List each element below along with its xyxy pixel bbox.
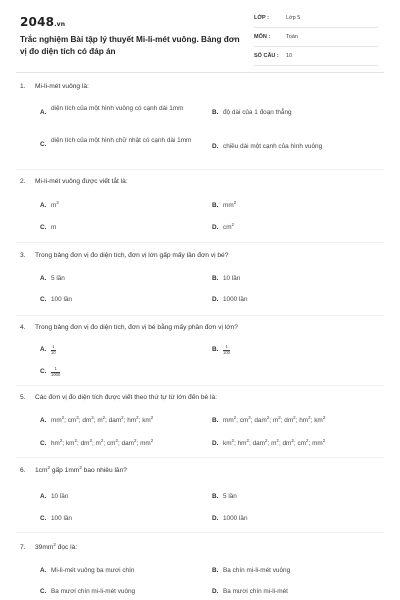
option-text: 100 lần (51, 296, 72, 303)
option-letter: C. (40, 588, 47, 595)
option-letter: A. (40, 417, 47, 424)
question-text: $39mm^2$ đọc là: (35, 542, 78, 551)
quiz-header (0, 0, 400, 74)
unit: $hm^2$; (299, 415, 315, 424)
question-divider (16, 532, 384, 533)
option-letter: D. (212, 296, 219, 303)
question-number: 1. (20, 83, 26, 90)
unit: $mm^2$ (140, 438, 154, 447)
meta-value-class: Lớp 5 (286, 15, 301, 21)
option-letter: D. (212, 588, 219, 595)
question-stem (20, 178, 128, 185)
unit: $dm^2$; (284, 415, 300, 424)
meta-label-subject: MÔN : (254, 34, 271, 40)
option-text (51, 417, 153, 424)
unit: $cm^2$; (67, 415, 83, 424)
option-text (223, 345, 230, 355)
option-letter: B. (212, 275, 219, 282)
question-number: 6. (20, 467, 26, 474)
unit: $m^2$; (271, 438, 283, 447)
question-text: Trong bảng đơn vị đo diện tích, đơn vị bé bằng mấy phần đơn vị lớn? (35, 324, 238, 331)
question-number: 2. (20, 178, 26, 185)
unit: dam$^2$; (254, 415, 273, 424)
unit: $m^2$; (95, 438, 107, 447)
option-text: $m^2$ (51, 200, 59, 209)
logo-suffix: .vn (54, 21, 66, 28)
option-letter: B. (212, 346, 219, 353)
unit: $dm^2$; (82, 415, 98, 424)
site-logo[interactable] (20, 15, 65, 29)
option-text: $cm^2$ (223, 222, 235, 231)
option-text: 5 lần (223, 493, 237, 500)
unit: $km^2$ (314, 415, 326, 424)
question-number: 5. (20, 394, 26, 401)
question-divider (16, 242, 384, 243)
question-stem (20, 544, 77, 551)
unit: $hm^2$; (237, 438, 253, 447)
option-text: Ba chín mi-li-mét vuông (223, 567, 291, 574)
unit: $cm^2$; (239, 415, 255, 424)
option-letter: A. (40, 202, 47, 209)
unit: dam$^2$; (121, 438, 141, 447)
question-text: Mi-li-mét vuông là: (35, 83, 89, 90)
option-text: 1000 lần (223, 515, 248, 522)
unit: $km^2$; (65, 438, 81, 447)
question-stem (20, 394, 217, 401)
question-divider (16, 385, 384, 386)
option-letter: C. (40, 224, 47, 231)
fraction: $\frac{1}{100}$ (223, 344, 230, 355)
unit: $mm^2$; (51, 415, 68, 424)
question-number: 4. (20, 324, 26, 331)
option-text: 10 lần (223, 275, 241, 282)
option-text (51, 367, 60, 377)
option-text (223, 440, 325, 447)
option-letter: C. (40, 141, 47, 148)
meta-row-class (254, 13, 378, 28)
unit: $cm^2$; (106, 438, 122, 447)
unit: $mm^2$; (223, 415, 240, 424)
question-text: Mi-li-mét vuông được viết tắt là: (35, 178, 128, 185)
option-letter: C. (40, 296, 47, 303)
unit: $dm^2$; (282, 438, 298, 447)
option-letter: D. (212, 515, 219, 522)
option-text: 1000 lần (223, 296, 248, 303)
logo-main: 2048 (20, 15, 55, 29)
option-text: 5 lần (51, 275, 65, 282)
header-divider (16, 72, 384, 73)
option-text (51, 440, 153, 447)
option-letter: A. (40, 567, 47, 574)
unit: dam$^2$; (108, 415, 128, 424)
question-divider (16, 169, 384, 170)
question-stem (20, 467, 127, 474)
quiz-title: Trắc nghiệm Bài tập lý thuyết Mi-li-mét vuông. Bảng đơn vị đo diện tích có đáp án (20, 35, 240, 56)
option-letter: B. (212, 202, 219, 209)
meta-value-count: 10 (286, 53, 293, 59)
option-text (223, 417, 325, 424)
unit: $m^2$; (97, 415, 109, 424)
unit: $km^2$; (223, 438, 238, 447)
meta-label-class: LỚP : (254, 15, 269, 21)
option-letter: B. (212, 567, 219, 574)
question-divider (16, 457, 384, 458)
unit: $hm^2$; (51, 438, 66, 447)
unit: $cm^2$; (297, 438, 313, 447)
meta-row-count (254, 51, 378, 66)
question-stem (20, 324, 238, 331)
fraction: $\frac{1}{10}$ (51, 344, 56, 355)
unit: $km^2$ (142, 415, 154, 424)
question-number: 7. (20, 544, 26, 551)
unit: dam$^2$; (252, 438, 272, 447)
option-letter: A. (40, 493, 47, 500)
option-letter: D. (212, 440, 219, 447)
option-text: 100 lần (51, 515, 72, 522)
option-letter: A. (40, 109, 47, 116)
quiz-meta (254, 13, 378, 70)
option-text: chiều dài một cạnh của hình vuông (223, 143, 323, 150)
option-letter: D. (212, 143, 219, 150)
option-text: Ba mươi chín mi-li-mét vuông (51, 588, 136, 595)
option-letter: B. (212, 417, 219, 424)
option-text: m (51, 224, 57, 231)
option-text: diện tích của một hình vuông có cạnh dài 1mm (51, 105, 184, 112)
unit: $dm^2$; (80, 438, 96, 447)
question-number: 3. (20, 252, 26, 259)
question-text: $1cm^2$ gấp $1mm^2$ bao nhiêu lần? (35, 465, 127, 474)
question-stem (20, 252, 228, 259)
option-text (51, 345, 56, 355)
unit: $hm^2$; (127, 415, 143, 424)
option-text: diện tích của một hình chữ nhật có cạnh dài 1mm (51, 137, 192, 144)
unit: $mm^2$ (312, 438, 326, 447)
option-text: 10 lần (51, 493, 69, 500)
option-letter: C. (40, 368, 47, 375)
question-divider (16, 315, 384, 316)
option-letter: A. (40, 275, 47, 282)
option-letter: C. (40, 440, 47, 447)
option-text: độ dài của 1 đoạn thẳng (223, 109, 292, 116)
option-text: Ba mươi chín mi-li-mét (223, 588, 288, 595)
option-text: Mi-li-mét vuông ba mươi chín (51, 567, 135, 574)
option-letter: B. (212, 109, 219, 116)
option-letter: D. (212, 224, 219, 231)
option-letter: A. (40, 346, 47, 353)
question-text: Trong bảng đơn vị đo diện tích, đơn vị lớn gấp mấy lần đơn vị bé? (35, 252, 229, 259)
fraction: $\frac{1}{1000}$ (51, 366, 61, 377)
question-stem (20, 83, 89, 90)
meta-label-count: SỐ CÂU : (254, 53, 279, 59)
option-letter: B. (212, 493, 219, 500)
meta-value-subject: Toán (286, 34, 298, 40)
question-text: Các đơn vị đo diện tích được viết theo thứ tự từ lớn đến bé là: (35, 394, 218, 401)
option-letter: C. (40, 515, 47, 522)
meta-row-subject (254, 32, 378, 47)
unit: $m^2$; (272, 415, 285, 424)
option-text: $mm^2$ (223, 200, 237, 209)
